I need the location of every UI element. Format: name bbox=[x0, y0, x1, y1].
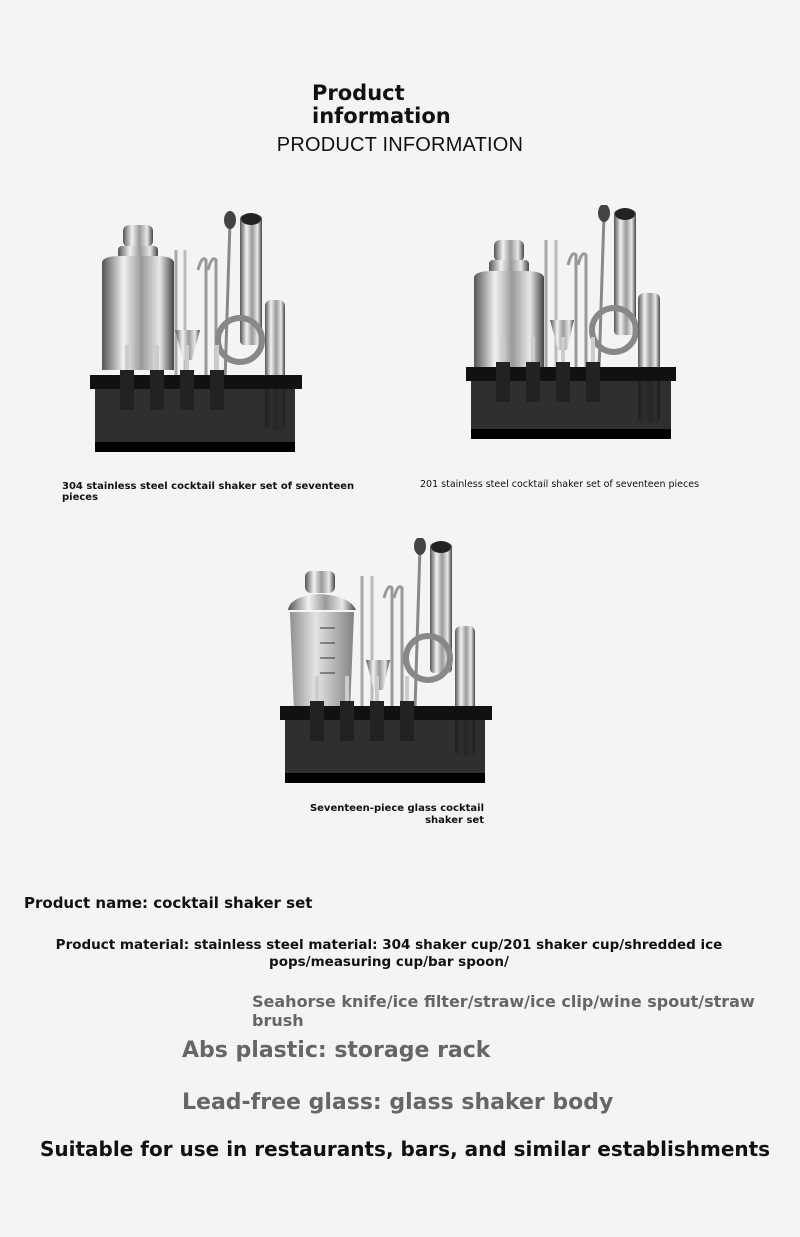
product-usage: Suitable for use in restaurants, bars, and similar establishments bbox=[40, 1137, 771, 1161]
shaker-set-201-icon bbox=[466, 205, 681, 450]
shaker-set-304-icon bbox=[90, 210, 305, 460]
product-lead-free-glass: Lead-free glass: glass shaker body bbox=[182, 1090, 614, 1115]
product-caption-304: 304 stainless steel cocktail shaker set of seventeen pieces bbox=[62, 481, 355, 503]
product-abs-plastic: Abs plastic: storage rack bbox=[182, 1038, 491, 1063]
shaker-set-glass-icon bbox=[280, 538, 495, 788]
product-image-304 bbox=[90, 210, 305, 460]
product-name: Product name: cocktail shaker set bbox=[24, 894, 313, 912]
product-caption-201: 201 stainless steel cocktail shaker set of seventeen pieces bbox=[420, 479, 700, 490]
product-accessories: Seahorse knife/ice filter/straw/ice clip/wine spout/straw brush bbox=[252, 992, 755, 1030]
product-caption-glass: Seventeen-piece glass cocktail shaker set bbox=[309, 803, 484, 826]
page-title: Product information bbox=[312, 81, 451, 128]
page-subtitle: PRODUCT INFORMATION bbox=[276, 134, 524, 156]
product-image-glass bbox=[280, 538, 495, 788]
product-image-201 bbox=[466, 205, 681, 450]
product-material: Product material: stainless steel material: 304 shaker cup/201 shaker cup/shredded ice pops/measuring cup/bar spoon/ bbox=[55, 937, 723, 970]
